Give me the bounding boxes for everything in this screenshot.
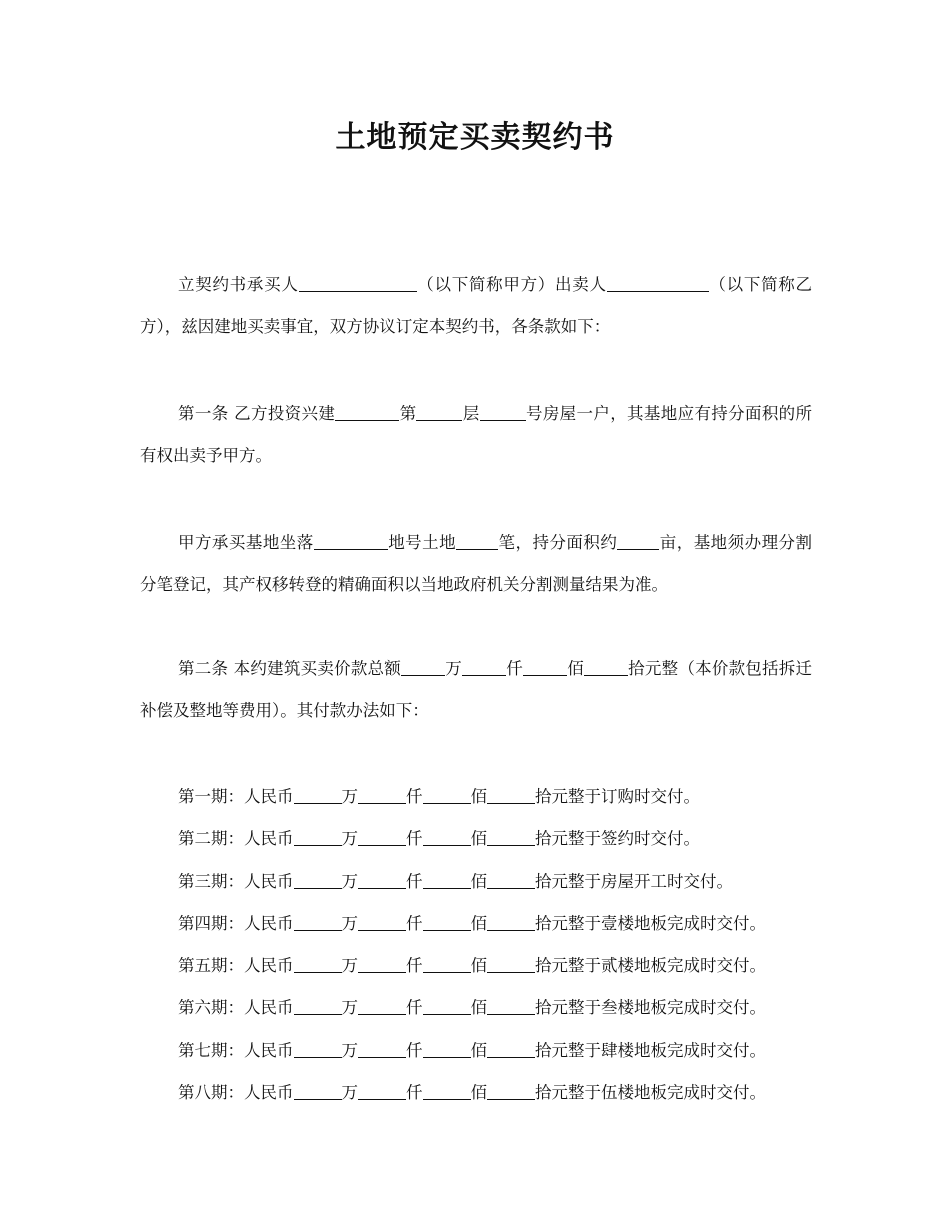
payment-qian-blank[interactable] bbox=[358, 829, 406, 847]
article-1-text-2: 第 bbox=[399, 404, 417, 423]
payment-condition: 拾元整于贰楼地板完成时交付。 bbox=[535, 956, 766, 976]
payment-row: 第二期：人民币 万 仟 佰 拾元整于签约时交付。 bbox=[178, 829, 700, 849]
payment-condition: 拾元整于叁楼地板完成时交付。 bbox=[535, 998, 766, 1018]
land-text-2: 地号土地 bbox=[387, 533, 457, 552]
parcel-count-blank[interactable] bbox=[456, 533, 498, 551]
payment-row: 第一期：人民币 万 仟 佰 拾元整于订购时交付。 bbox=[178, 787, 700, 806]
payment-period: 第七期 bbox=[178, 1040, 228, 1060]
payment-condition: 拾元整于壹楼地板完成时交付。 bbox=[535, 913, 766, 933]
intro-text-2: （以下简称甲方）出卖人 bbox=[416, 275, 607, 294]
payment-wan-blank[interactable] bbox=[294, 998, 342, 1016]
buyer-name-blank[interactable] bbox=[299, 275, 417, 293]
payment-qian-blank[interactable] bbox=[358, 1040, 406, 1058]
payment-wan-blank[interactable] bbox=[294, 956, 342, 974]
payment-bai-blank[interactable] bbox=[423, 871, 471, 889]
payment-schedule bbox=[178, 776, 818, 1114]
total-qian-blank[interactable] bbox=[462, 659, 506, 677]
payment-shi-blank[interactable] bbox=[487, 956, 535, 974]
article-2-text-2: 万 bbox=[445, 659, 462, 678]
payment-period: 第八期 bbox=[178, 1083, 228, 1103]
payment-period: 第三期 bbox=[178, 871, 228, 891]
floor-blank[interactable] bbox=[416, 404, 462, 422]
seller-name-blank[interactable] bbox=[607, 275, 709, 293]
payment-bai-blank[interactable] bbox=[423, 913, 471, 931]
payment-row: 第四期：人民币 万 仟 佰 拾元整于壹楼地板完成时交付。 bbox=[178, 913, 766, 933]
payment-bai-blank[interactable] bbox=[423, 787, 471, 805]
land-paragraph bbox=[140, 522, 812, 606]
payment-shi-blank[interactable] bbox=[487, 998, 535, 1016]
payment-wan-blank[interactable] bbox=[294, 1040, 342, 1058]
payment-row: 第七期：人民币 万 仟 佰 拾元整于肆楼地板完成时交付。 bbox=[178, 1040, 766, 1060]
article-1-paragraph bbox=[140, 393, 812, 477]
payment-wan-blank[interactable] bbox=[294, 913, 342, 931]
total-wan-blank[interactable] bbox=[401, 659, 445, 677]
payment-condition: 拾元整于伍楼地板完成时交付。 bbox=[535, 1083, 766, 1103]
document-title: 土地预定买卖契约书 bbox=[335, 120, 615, 155]
payment-row: 第八期：人民币 万 仟 佰 拾元整于伍楼地板完成时交付。 bbox=[178, 1083, 766, 1103]
total-shi-blank[interactable] bbox=[584, 659, 628, 677]
payment-period: 第二期 bbox=[178, 829, 228, 849]
payment-qian-blank[interactable] bbox=[358, 913, 406, 931]
payment-condition: 拾元整于肆楼地板完成时交付。 bbox=[535, 1040, 766, 1060]
payment-wan-blank[interactable] bbox=[294, 829, 342, 847]
payment-wan-blank[interactable] bbox=[294, 1083, 342, 1101]
article-2-text-3: 仟 bbox=[506, 659, 523, 678]
payment-row: 第五期：人民币 万 仟 佰 拾元整于贰楼地板完成时交付。 bbox=[178, 956, 766, 976]
payment-period: 第四期 bbox=[178, 913, 228, 933]
payment-qian-blank[interactable] bbox=[358, 787, 406, 805]
intro-text-3: （以下简称乙方），兹因建地买卖事宜，双方协议订定本契约书，各条款如下： bbox=[140, 275, 813, 336]
intro-paragraph bbox=[140, 264, 812, 348]
article-2-text-1: 第二条 本约建筑买卖价款总额 bbox=[178, 659, 402, 678]
article-2-text-4: 佰 bbox=[566, 659, 584, 678]
article-1-text-4: 号房屋一户，其基地应有持分面积的所有权出卖予甲方。 bbox=[140, 404, 813, 465]
payment-period: 第五期 bbox=[178, 956, 228, 976]
article-1-text-1: 第一条 乙方投资兴建 bbox=[178, 404, 336, 423]
payment-wan-blank[interactable] bbox=[294, 871, 342, 889]
unit-number-blank[interactable] bbox=[480, 404, 526, 422]
total-bai-blank[interactable] bbox=[523, 659, 567, 677]
payment-bai-blank[interactable] bbox=[423, 829, 471, 847]
area-blank[interactable] bbox=[617, 533, 659, 551]
intro-text-1: 立契约书承买人 bbox=[178, 275, 299, 294]
building-blank[interactable] bbox=[335, 404, 399, 422]
payment-qian-blank[interactable] bbox=[358, 998, 406, 1016]
payment-shi-blank[interactable] bbox=[487, 1083, 535, 1101]
payment-period: 第六期 bbox=[178, 998, 228, 1018]
payment-shi-blank[interactable] bbox=[487, 871, 535, 889]
article-2-text-5: 拾元整（本价款包括拆迁补偿及整地等费用）。其付款办法如下： bbox=[140, 659, 813, 720]
payment-shi-blank[interactable] bbox=[487, 1040, 535, 1058]
payment-bai-blank[interactable] bbox=[423, 998, 471, 1016]
payment-row: 第六期：人民币 万 仟 佰 拾元整于叁楼地板完成时交付。 bbox=[178, 998, 766, 1018]
land-text-4: 亩，基地须办理分割分笔登记，其产权移转登的精确面积以当地政府机关分割测量结果为准。 bbox=[140, 533, 813, 594]
payment-condition: 拾元整于订购时交付。 bbox=[535, 787, 700, 806]
article-2-paragraph bbox=[140, 648, 812, 732]
payment-bai-blank[interactable] bbox=[423, 1083, 471, 1101]
payment-bai-blank[interactable] bbox=[423, 1040, 471, 1058]
payment-qian-blank[interactable] bbox=[358, 956, 406, 974]
payment-shi-blank[interactable] bbox=[487, 787, 535, 805]
payment-bai-blank[interactable] bbox=[423, 956, 471, 974]
article-1-text-3: 层 bbox=[462, 404, 480, 423]
payment-shi-blank[interactable] bbox=[487, 913, 535, 931]
payment-row: 第三期：人民币 万 仟 佰 拾元整于房屋开工时交付。 bbox=[178, 871, 733, 891]
land-location-blank[interactable] bbox=[314, 533, 388, 551]
payment-qian-blank[interactable] bbox=[358, 871, 406, 889]
land-text-3: 笔，持分面积约 bbox=[498, 533, 618, 552]
payment-qian-blank[interactable] bbox=[358, 1083, 406, 1101]
payment-wan-blank[interactable] bbox=[294, 787, 342, 805]
land-text-1: 甲方承买基地坐落 bbox=[178, 533, 314, 552]
payment-shi-blank[interactable] bbox=[487, 829, 535, 847]
payment-period: 第一期 bbox=[178, 787, 228, 806]
payment-condition: 拾元整于房屋开工时交付。 bbox=[535, 871, 733, 891]
payment-condition: 拾元整于签约时交付。 bbox=[535, 829, 700, 849]
